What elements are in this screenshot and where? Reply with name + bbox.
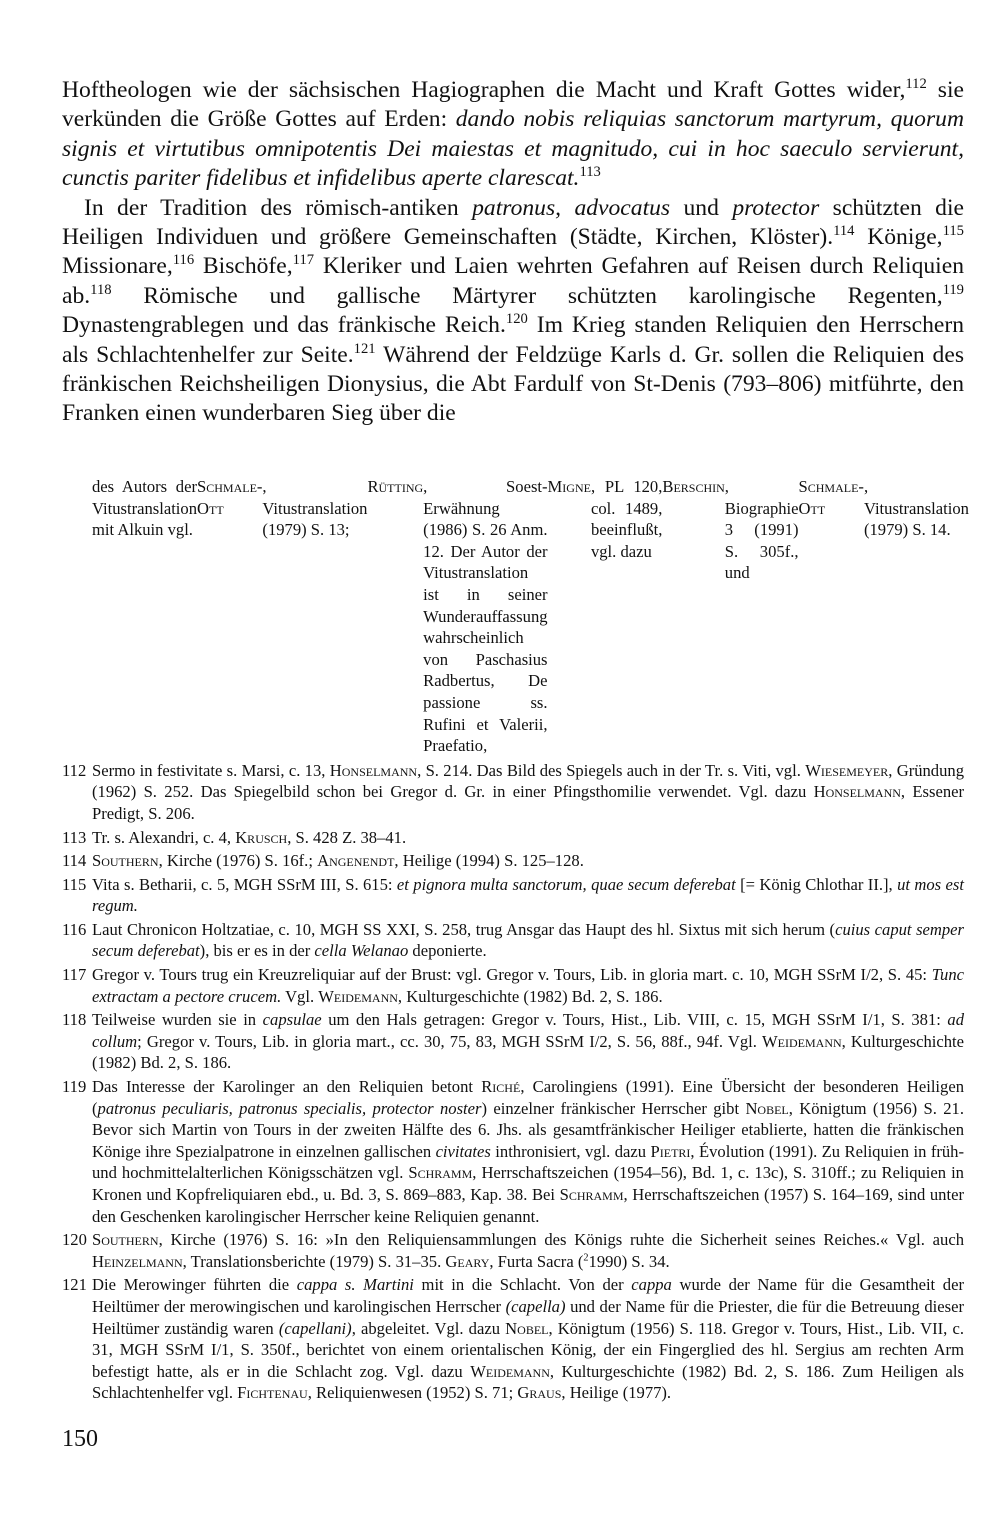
text-run: patronus, advocatus (472, 194, 671, 221)
text-run: Vgl. (281, 986, 319, 1006)
text-run: Dynastengrablegen und das fränkische Reich. (62, 312, 506, 339)
footnote-ref: 2 (583, 1252, 589, 1264)
text-run: , Heilige (1977). (561, 1383, 672, 1403)
footnote-number: 113 (62, 827, 87, 847)
footnote-number: 119 (62, 1077, 87, 1097)
author-name: Southern (92, 1230, 159, 1250)
text-run: , Kulturgeschichte (1982) Bd. 2, S. 186. (92, 1031, 964, 1073)
footnote-number: 121 (62, 1275, 87, 1295)
text-run: Tr. s. Alexandri, c. 4, (92, 827, 236, 847)
footnote-text (92, 850, 964, 872)
text-run: , S. 214. Das Bild des Spiegels auch in der Tr. s. Viti, vgl. (417, 760, 806, 780)
footnote-ref: 117 (292, 252, 315, 269)
text-run: Im Krieg standen Reliquien den Herrschern als Schlachtenhelfer zur Seite. (62, 312, 964, 368)
text-run: (capellani) (278, 1318, 352, 1338)
text-run: ut mos est regum. (92, 874, 964, 916)
main-paragraph (62, 76, 964, 194)
footnote-number: 115 (62, 874, 87, 894)
text-run: 1990) S. 34. (588, 1251, 670, 1271)
text-run: ad collum (92, 1010, 965, 1051)
footnote-121 (62, 1274, 964, 1404)
text-run: des Autors der Vitustranslation mit Alkuin vgl. (92, 477, 198, 540)
text-run: wurde der Name für die Gesamtheit der Heiltümer der merowingischen und karolingischen Herrscher (92, 1275, 964, 1316)
text-run: , abgeleitet. Vgl. dazu (351, 1318, 506, 1338)
text-run: , Gründung (1962) S. 252. Das Spiegelbild schon bei Gregor d. Gr. in einer Pfingsthomilie verwendet. Vgl. dazu (92, 760, 964, 802)
text-run: cappa (631, 1275, 672, 1295)
text-run: , Translationsberichte (1979) S. 31–35. (182, 1251, 446, 1271)
text-run: , Furta Sacra ( (489, 1251, 584, 1271)
text-run: Hoftheologen wie der sächsischen Hagiographen die Macht und Kraft Gottes wider, (62, 77, 906, 103)
footnote-text (92, 1009, 964, 1074)
footnote-number: 117 (62, 965, 87, 985)
main-text (62, 76, 964, 429)
text-run: Tunc extractam a pectore crucem. (92, 965, 964, 1006)
author-name: Graus (517, 1383, 562, 1403)
text-run: , Kirche (1976) S. 16: »In den Reliquiensammlungen des Königs ruhte die Sicherheit seines Reiches.« Vgl. auch (158, 1230, 964, 1250)
text-run: cappa s. Martini (296, 1275, 414, 1295)
text-run: Vita s. Betharii, c. 5, MGH SSrM III, S. 615: (92, 874, 397, 894)
text-run: inthronisiert, vgl. dazu (490, 1141, 651, 1161)
author-name: Berschin (662, 477, 725, 496)
author-name: Honselmann (329, 760, 418, 780)
text-run: , Soest-Erwähnung (1986) S. 26 Anm. 12. Der Autor der Vitustranslation ist in seiner Wunderauffassung wahrscheinlich von Paschasius Radbertus, De passione ss. Rufini et Valerii, Praefatio, (423, 477, 548, 756)
text-run: In der Tradition des römisch-antiken (84, 194, 473, 221)
text-run: deponierte. (408, 941, 487, 961)
footnote-text (92, 874, 964, 917)
text-run: , Königtum (1956) S. 118. Gregor v. Tours, Hist., Lib. VII, c. 31, MGH SSrM I/1, S. 350f., berichtet von einem orientalischen König, der ein Fingerglied des hl. Sergius am rechten Arm befestigt hatte, als er in die Schlacht zog. Vgl. dazu (92, 1318, 964, 1381)
author-name: Nobel (745, 1098, 789, 1118)
text-run: sie verkünden die Größe Gottes auf Erden: (62, 77, 964, 133)
text-run: Während der Feldzüge Karls d. Gr. sollen die Reliquien des fränkischen Reichsheiligen Dionysius, die Abt Fardulf von St-Denis (793–806) mitführte, den Franken einen wunderbaren Sieg über die (62, 341, 965, 427)
text-run: , Vitustranslation (1979) S. 13; (262, 477, 368, 540)
page-number: 150 (62, 1426, 98, 1452)
text-run: , Reliquienwesen (1952) S. 71; (307, 1383, 518, 1403)
footnote-115 (62, 874, 964, 917)
author-name: Honselmann (813, 782, 901, 802)
text-run: patronus peculiaris, patronus specialis, protector noster (97, 1098, 482, 1118)
footnote-ref: 121 (353, 340, 376, 357)
author-name: Schramm (559, 1185, 624, 1204)
text-run: , Vitustranslation (1979) S. 14. (863, 477, 969, 540)
text-run: , Heilige (1994) S. 125–128. (394, 851, 584, 871)
author-name: Southern (92, 851, 159, 871)
footnote-117 (62, 964, 964, 1007)
text-run: civitates (435, 1141, 491, 1161)
author-name: Schmale-Ott (798, 477, 864, 518)
footnote-ref: 118 (90, 281, 112, 298)
text-run: cuius caput semper secum deferebat (92, 919, 964, 961)
author-name: Weidemann (318, 986, 398, 1006)
footnote-number: 118 (62, 1010, 87, 1030)
text-run: , Biographie 3 (1991) S. 305f., und (724, 477, 799, 583)
author-name: Schmale-Ott (197, 477, 263, 518)
footnote-ref: 115 (942, 222, 964, 239)
footnote-continuation (62, 476, 969, 757)
footnote-text (92, 1076, 964, 1227)
author-name: Geary (445, 1251, 490, 1271)
text-run: Sermo in festivitate s. Marsi, c. 13, (92, 760, 330, 780)
text-run: ; Gregor v. Tours, Lib. in gloria mart., cc. 30, 75, 83, MGH SSrM I/2, S. 56, 88f., 94f. Vgl. (137, 1031, 763, 1051)
author-name: Pietri (650, 1141, 691, 1161)
text-run: um den Hals getragen: Gregor v. Tours, Hist., Lib. VIII, c. 15, MGH SSrM I/1, S. 381: (321, 1010, 948, 1030)
text-run: Könige, (854, 224, 943, 251)
footnote-number: 120 (62, 1230, 87, 1250)
author-name: Weidemann (762, 1031, 842, 1051)
text-run: [= König Chlothar II.], (735, 874, 898, 894)
footnote-number: 116 (62, 919, 87, 939)
text-run: Bischöfe, (194, 253, 293, 280)
footnote-text (92, 964, 964, 1007)
footnote-ref: 119 (942, 281, 964, 298)
footnote-ref: 113 (579, 164, 601, 181)
author-name: Krusch (235, 827, 288, 847)
text-run: , S. 428 Z. 38–41. (287, 827, 407, 847)
author-name: Riché (481, 1077, 521, 1097)
text-run: Das Interesse der Karolinger an den Reliquien betont (92, 1077, 482, 1097)
footnote-ref: 116 (172, 252, 195, 269)
text-run: , PL 120, col. 1489, beeinflußt, vgl. dazu (590, 477, 663, 561)
text-run: capsulae (262, 1010, 322, 1030)
author-name: Heinzelmann (92, 1251, 183, 1271)
footnote-text (92, 760, 964, 825)
text-run: und (670, 194, 733, 221)
text-run: Die Merowinger führten die (92, 1275, 297, 1295)
author-name: Migne (547, 477, 591, 496)
text-run: cella Welanao (314, 941, 409, 961)
text-run: , Herrschaftszeichen (1954–56), Bd. 1, c. 13c), S. 310ff.; zu Reliquien in Kronen und Kopfreliquiaren ebd., u. Bd. 3, S. 869–883, Kap. 38. Bei (92, 1163, 964, 1204)
footnote-text (92, 827, 964, 849)
footnote-119 (62, 1076, 964, 1227)
text-run: ) einzelner fränkischer Herrscher gibt (481, 1098, 746, 1118)
footnote-118 (62, 1009, 964, 1074)
text-run: ), bis er es in der (199, 941, 315, 961)
footnote-ref: 120 (505, 311, 528, 328)
text-run: Römische und gallische Märtyrer schützten karolingische Regenten, (111, 282, 943, 309)
text-run: mit in die Schlacht. Von der (413, 1275, 632, 1295)
text-run: , Königtum (1956) S. 21. Bevor sich Martin von Tours in der zweiten Hälfte des 6. Jhs. als gesamtfränkischer Heiliger etablierte, hatten die fränkischen Könige ihre Spezialpatrone in einzelnen gallischen (92, 1098, 964, 1161)
author-name: Rütting (367, 477, 424, 496)
text-run: protector (732, 194, 820, 221)
text-run: schützten die Heiligen Individuen und größere Gemeinschaften (Städte, Kirchen, Klöster). (62, 194, 964, 251)
footnote-114 (62, 850, 964, 872)
footnote-text (92, 1229, 964, 1272)
text-run: , Herrschaftszeichen (1957) S. 164–169, sind unter den Geschenken karolingischer Herrscher keine Reliquien genannt. (92, 1185, 964, 1226)
footnote-112 (62, 760, 964, 825)
author-name: Weidemann (470, 1361, 550, 1381)
text-run: Kleriker und Laien wehrten Gefahren auf Reisen durch Reliquien ab. (62, 253, 964, 309)
footnote-ref: 112 (905, 75, 927, 92)
footnote-number: 112 (62, 760, 87, 780)
footnote-120 (62, 1229, 964, 1272)
text-run: und der Name für die Priester, die für die Betreuung dieser Heiltümer zuständig waren (92, 1296, 964, 1338)
main-paragraph (62, 194, 964, 429)
text-run: Teilweise wurden sie in (92, 1010, 263, 1030)
text-run: , Carolingiens (1991). Eine Übersicht der besonderen Heiligen ( (92, 1077, 964, 1118)
text-run: , Kulturgeschichte (1982) Bd. 2, S. 186. (397, 986, 663, 1006)
text-run: Gregor v. Tours trug ein Kreuzreliquiar auf der Brust: vgl. Gregor v. Tours, Lib. in gloria mart. c. 10, MGH SSrM I/2, S. 45: (92, 965, 932, 985)
footnote-text (92, 919, 964, 962)
text-run: (capella) (505, 1296, 566, 1316)
text-run: , Kulturgeschichte (1982) Bd. 2, S. 186. Zum Heiligen als Schlachtenhelfer vgl. (92, 1361, 964, 1403)
text-run: et pignora multa sanctorum, quae secum deferebat (396, 874, 736, 894)
author-name: Schramm (408, 1163, 473, 1183)
footnotes (62, 476, 969, 1406)
footnote-number: 114 (62, 851, 87, 871)
text-run: dando nobis reliquias sanctorum martyrum, quorum signis et virtutibus omnipotentis Dei maiestas et magnitudo, cui in hoc saeculo servierunt, cunctis pariter fidelibus et infidelibus aperte clarescat. (62, 106, 964, 192)
text-run: , Essener Predigt, S. 206. (92, 782, 965, 823)
author-name: Fichtenau (237, 1383, 308, 1403)
text-run: Laut Chronicon Holtzatiae, c. 10, MGH SS XXI, S. 258, trug Ansgar das Haupt des hl. Sixtus mit sich herum ( (92, 919, 836, 939)
footnote-116 (62, 919, 964, 962)
text-run: Missionare, (62, 253, 173, 280)
footnote-113 (62, 827, 964, 849)
text-run: , Évolution (1991). Zu Reliquien in früh- und hochmittelalterlichen Königsschätzen vgl. (92, 1141, 964, 1183)
footnote-ref: 114 (833, 222, 855, 239)
author-name: Wiesemeyer (805, 760, 889, 780)
text-run: , Kirche (1976) S. 16f.; (158, 851, 318, 871)
author-name: Nobel (505, 1318, 549, 1338)
footnote-text (92, 1274, 964, 1404)
author-name: Angenendt (317, 851, 395, 871)
